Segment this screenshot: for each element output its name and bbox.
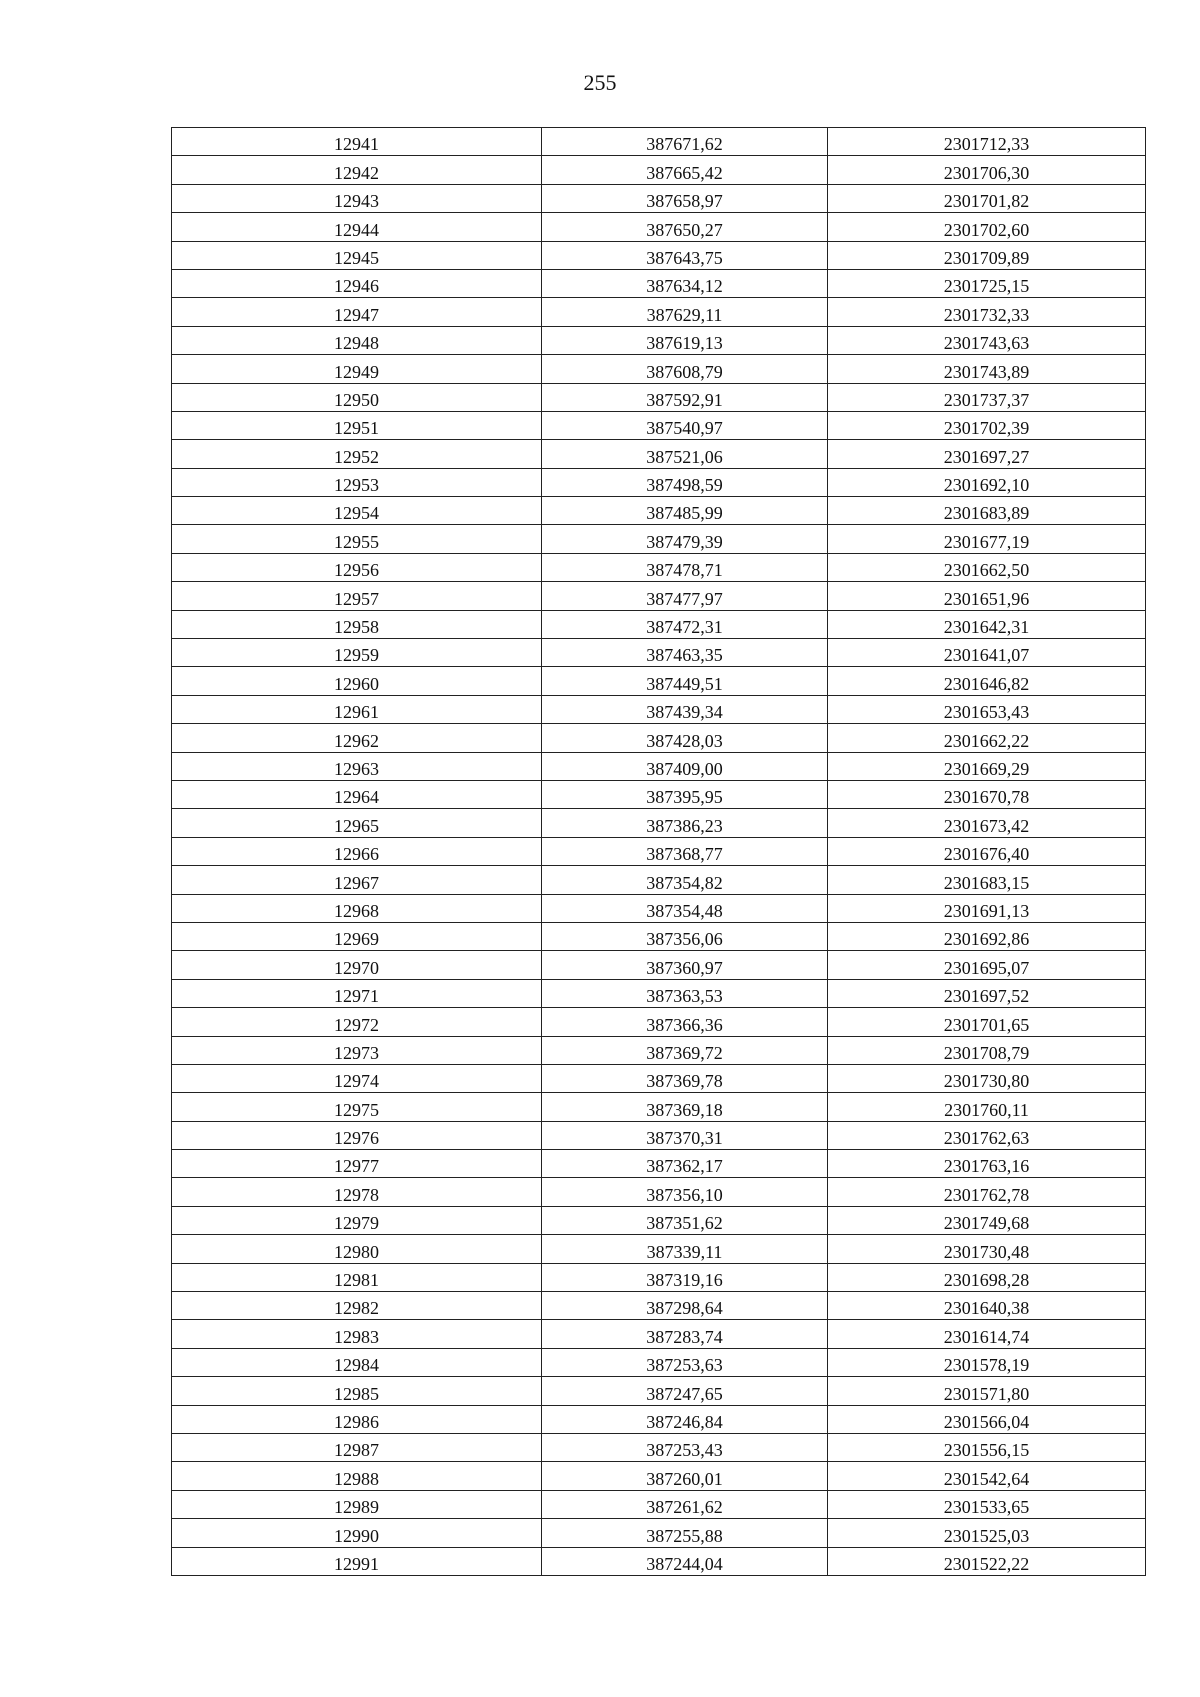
- x-coordinate-cell: 387356,10: [542, 1178, 828, 1206]
- page-number: 255: [583, 70, 617, 95]
- x-coordinate-cell: 387472,31: [542, 610, 828, 638]
- table-row: [172, 724, 1146, 752]
- y-coordinate-cell: 2301743,63: [828, 326, 1146, 354]
- y-coordinate-cell: 2301641,07: [828, 639, 1146, 667]
- table-row: [172, 383, 1146, 411]
- y-coordinate-cell: 2301763,16: [828, 1150, 1146, 1178]
- x-coordinate-cell: 387477,97: [542, 582, 828, 610]
- x-coordinate-cell: 387298,64: [542, 1292, 828, 1320]
- point-number-cell: 12972: [172, 1008, 542, 1036]
- x-coordinate-cell: 387356,06: [542, 922, 828, 950]
- y-coordinate-cell: 2301640,38: [828, 1292, 1146, 1320]
- point-number-cell: 12985: [172, 1377, 542, 1405]
- point-number-cell: 12977: [172, 1150, 542, 1178]
- table-row: [172, 440, 1146, 468]
- point-number-cell: 12951: [172, 411, 542, 439]
- table-row: [172, 695, 1146, 723]
- y-coordinate-cell: 2301578,19: [828, 1348, 1146, 1376]
- point-number-cell: 12961: [172, 695, 542, 723]
- x-coordinate-cell: 387449,51: [542, 667, 828, 695]
- point-number-cell: 12967: [172, 866, 542, 894]
- y-coordinate-cell: 2301701,65: [828, 1008, 1146, 1036]
- y-coordinate-cell: 2301662,22: [828, 724, 1146, 752]
- x-coordinate-cell: 387354,48: [542, 894, 828, 922]
- point-number-cell: 12953: [172, 468, 542, 496]
- point-number-cell: 12958: [172, 610, 542, 638]
- x-coordinate-cell: 387395,95: [542, 780, 828, 808]
- table-row: [172, 184, 1146, 212]
- x-coordinate-cell: 387283,74: [542, 1320, 828, 1348]
- table-row: [172, 1036, 1146, 1064]
- point-number-cell: 12948: [172, 326, 542, 354]
- x-coordinate-cell: 387498,59: [542, 468, 828, 496]
- point-number-cell: 12986: [172, 1405, 542, 1433]
- x-coordinate-cell: 387485,99: [542, 497, 828, 525]
- x-coordinate-cell: 387260,01: [542, 1462, 828, 1490]
- table-row: [172, 128, 1146, 156]
- y-coordinate-cell: 2301677,19: [828, 525, 1146, 553]
- y-coordinate-cell: 2301692,86: [828, 922, 1146, 950]
- point-number-cell: 12952: [172, 440, 542, 468]
- y-coordinate-cell: 2301760,11: [828, 1093, 1146, 1121]
- table-row: [172, 667, 1146, 695]
- x-coordinate-cell: 387439,34: [542, 695, 828, 723]
- y-coordinate-cell: 2301522,22: [828, 1547, 1146, 1575]
- y-coordinate-cell: 2301701,82: [828, 184, 1146, 212]
- point-number-cell: 12959: [172, 639, 542, 667]
- point-number-cell: 12974: [172, 1064, 542, 1092]
- x-coordinate-cell: 387369,78: [542, 1064, 828, 1092]
- y-coordinate-cell: 2301571,80: [828, 1377, 1146, 1405]
- point-number-cell: 12947: [172, 298, 542, 326]
- point-number-cell: 12956: [172, 553, 542, 581]
- x-coordinate-cell: 387658,97: [542, 184, 828, 212]
- point-number-cell: 12970: [172, 951, 542, 979]
- x-coordinate-cell: 387354,82: [542, 866, 828, 894]
- table-row: [172, 1377, 1146, 1405]
- point-number-cell: 12989: [172, 1490, 542, 1518]
- table-row: [172, 752, 1146, 780]
- point-number-cell: 12946: [172, 269, 542, 297]
- x-coordinate-cell: 387247,65: [542, 1377, 828, 1405]
- y-coordinate-cell: 2301669,29: [828, 752, 1146, 780]
- y-coordinate-cell: 2301762,63: [828, 1121, 1146, 1149]
- y-coordinate-cell: 2301683,89: [828, 497, 1146, 525]
- y-coordinate-cell: 2301691,13: [828, 894, 1146, 922]
- y-coordinate-cell: 2301702,39: [828, 411, 1146, 439]
- table-row: [172, 1150, 1146, 1178]
- x-coordinate-cell: 387665,42: [542, 156, 828, 184]
- point-number-cell: 12969: [172, 922, 542, 950]
- table-row: [172, 1462, 1146, 1490]
- y-coordinate-cell: 2301697,52: [828, 979, 1146, 1007]
- y-coordinate-cell: 2301670,78: [828, 780, 1146, 808]
- table-row: [172, 837, 1146, 865]
- coordinates-table: [171, 127, 1146, 1576]
- table-row: [172, 1121, 1146, 1149]
- table-row: [172, 1547, 1146, 1575]
- y-coordinate-cell: 2301730,80: [828, 1064, 1146, 1092]
- y-coordinate-cell: 2301676,40: [828, 837, 1146, 865]
- table-row: [172, 1405, 1146, 1433]
- point-number-cell: 12987: [172, 1433, 542, 1461]
- x-coordinate-cell: 387362,17: [542, 1150, 828, 1178]
- y-coordinate-cell: 2301698,28: [828, 1263, 1146, 1291]
- point-number-cell: 12941: [172, 128, 542, 156]
- table-row: [172, 241, 1146, 269]
- point-number-cell: 12949: [172, 355, 542, 383]
- x-coordinate-cell: 387339,11: [542, 1235, 828, 1263]
- point-number-cell: 12981: [172, 1263, 542, 1291]
- x-coordinate-cell: 387368,77: [542, 837, 828, 865]
- x-coordinate-cell: 387409,00: [542, 752, 828, 780]
- x-coordinate-cell: 387244,04: [542, 1547, 828, 1575]
- x-coordinate-cell: 387463,35: [542, 639, 828, 667]
- table-row: [172, 1008, 1146, 1036]
- table-row: [172, 780, 1146, 808]
- table-row: [172, 298, 1146, 326]
- point-number-cell: 12957: [172, 582, 542, 610]
- y-coordinate-cell: 2301737,37: [828, 383, 1146, 411]
- x-coordinate-cell: 387369,18: [542, 1093, 828, 1121]
- table-row: [172, 1433, 1146, 1461]
- coordinates-table-body: [172, 128, 1146, 1576]
- table-row: [172, 1292, 1146, 1320]
- point-number-cell: 12982: [172, 1292, 542, 1320]
- table-row: [172, 213, 1146, 241]
- x-coordinate-cell: 387608,79: [542, 355, 828, 383]
- y-coordinate-cell: 2301653,43: [828, 695, 1146, 723]
- x-coordinate-cell: 387650,27: [542, 213, 828, 241]
- table-row: [172, 1206, 1146, 1234]
- table-row: [172, 1519, 1146, 1547]
- point-number-cell: 12988: [172, 1462, 542, 1490]
- table-row: [172, 326, 1146, 354]
- table-row: [172, 639, 1146, 667]
- point-number-cell: 12968: [172, 894, 542, 922]
- point-number-cell: 12973: [172, 1036, 542, 1064]
- x-coordinate-cell: 387386,23: [542, 809, 828, 837]
- table-row: [172, 951, 1146, 979]
- point-number-cell: 12975: [172, 1093, 542, 1121]
- y-coordinate-cell: 2301646,82: [828, 667, 1146, 695]
- y-coordinate-cell: 2301566,04: [828, 1405, 1146, 1433]
- x-coordinate-cell: 387592,91: [542, 383, 828, 411]
- y-coordinate-cell: 2301556,15: [828, 1433, 1146, 1461]
- point-number-cell: 12991: [172, 1547, 542, 1575]
- point-number-cell: 12965: [172, 809, 542, 837]
- x-coordinate-cell: 387643,75: [542, 241, 828, 269]
- x-coordinate-cell: 387261,62: [542, 1490, 828, 1518]
- x-coordinate-cell: 387253,43: [542, 1433, 828, 1461]
- y-coordinate-cell: 2301692,10: [828, 468, 1146, 496]
- x-coordinate-cell: 387629,11: [542, 298, 828, 326]
- table-row: [172, 1320, 1146, 1348]
- point-number-cell: 12964: [172, 780, 542, 808]
- y-coordinate-cell: 2301533,65: [828, 1490, 1146, 1518]
- x-coordinate-cell: 387478,71: [542, 553, 828, 581]
- y-coordinate-cell: 2301673,42: [828, 809, 1146, 837]
- table-row: [172, 553, 1146, 581]
- table-row: [172, 809, 1146, 837]
- table-row: [172, 355, 1146, 383]
- table-row: [172, 1178, 1146, 1206]
- x-coordinate-cell: 387363,53: [542, 979, 828, 1007]
- x-coordinate-cell: 387370,31: [542, 1121, 828, 1149]
- table-row: [172, 1490, 1146, 1518]
- table-row: [172, 156, 1146, 184]
- table-row: [172, 866, 1146, 894]
- x-coordinate-cell: 387360,97: [542, 951, 828, 979]
- x-coordinate-cell: 387253,63: [542, 1348, 828, 1376]
- x-coordinate-cell: 387479,39: [542, 525, 828, 553]
- table-row: [172, 411, 1146, 439]
- table-row: [172, 922, 1146, 950]
- point-number-cell: 12984: [172, 1348, 542, 1376]
- table-row: [172, 1235, 1146, 1263]
- y-coordinate-cell: 2301525,03: [828, 1519, 1146, 1547]
- point-number-cell: 12971: [172, 979, 542, 1007]
- point-number-cell: 12954: [172, 497, 542, 525]
- point-number-cell: 12978: [172, 1178, 542, 1206]
- x-coordinate-cell: 387255,88: [542, 1519, 828, 1547]
- point-number-cell: 12945: [172, 241, 542, 269]
- table-row: [172, 497, 1146, 525]
- point-number-cell: 12980: [172, 1235, 542, 1263]
- point-number-cell: 12950: [172, 383, 542, 411]
- table-row: [172, 979, 1146, 1007]
- y-coordinate-cell: 2301642,31: [828, 610, 1146, 638]
- point-number-cell: 12990: [172, 1519, 542, 1547]
- point-number-cell: 12955: [172, 525, 542, 553]
- point-number-cell: 12979: [172, 1206, 542, 1234]
- x-coordinate-cell: 387369,72: [542, 1036, 828, 1064]
- x-coordinate-cell: 387351,62: [542, 1206, 828, 1234]
- y-coordinate-cell: 2301749,68: [828, 1206, 1146, 1234]
- table-row: [172, 582, 1146, 610]
- y-coordinate-cell: 2301732,33: [828, 298, 1146, 326]
- table-row: [172, 525, 1146, 553]
- x-coordinate-cell: 387366,36: [542, 1008, 828, 1036]
- x-coordinate-cell: 387619,13: [542, 326, 828, 354]
- x-coordinate-cell: 387319,16: [542, 1263, 828, 1291]
- table-row: [172, 1263, 1146, 1291]
- table-row: [172, 468, 1146, 496]
- y-coordinate-cell: 2301743,89: [828, 355, 1146, 383]
- point-number-cell: 12976: [172, 1121, 542, 1149]
- y-coordinate-cell: 2301762,78: [828, 1178, 1146, 1206]
- x-coordinate-cell: 387671,62: [542, 128, 828, 156]
- x-coordinate-cell: 387428,03: [542, 724, 828, 752]
- y-coordinate-cell: 2301542,64: [828, 1462, 1146, 1490]
- point-number-cell: 12966: [172, 837, 542, 865]
- x-coordinate-cell: 387540,97: [542, 411, 828, 439]
- y-coordinate-cell: 2301712,33: [828, 128, 1146, 156]
- y-coordinate-cell: 2301662,50: [828, 553, 1146, 581]
- point-number-cell: 12983: [172, 1320, 542, 1348]
- table-row: [172, 894, 1146, 922]
- table-row: [172, 610, 1146, 638]
- table-row: [172, 1093, 1146, 1121]
- y-coordinate-cell: 2301697,27: [828, 440, 1146, 468]
- point-number-cell: 12942: [172, 156, 542, 184]
- table-row: [172, 1348, 1146, 1376]
- point-number-cell: 12943: [172, 184, 542, 212]
- table-row: [172, 1064, 1146, 1092]
- y-coordinate-cell: 2301695,07: [828, 951, 1146, 979]
- y-coordinate-cell: 2301706,30: [828, 156, 1146, 184]
- x-coordinate-cell: 387521,06: [542, 440, 828, 468]
- point-number-cell: 12962: [172, 724, 542, 752]
- y-coordinate-cell: 2301709,89: [828, 241, 1146, 269]
- y-coordinate-cell: 2301708,79: [828, 1036, 1146, 1064]
- point-number-cell: 12960: [172, 667, 542, 695]
- y-coordinate-cell: 2301725,15: [828, 269, 1146, 297]
- y-coordinate-cell: 2301702,60: [828, 213, 1146, 241]
- x-coordinate-cell: 387634,12: [542, 269, 828, 297]
- y-coordinate-cell: 2301730,48: [828, 1235, 1146, 1263]
- x-coordinate-cell: 387246,84: [542, 1405, 828, 1433]
- y-coordinate-cell: 2301683,15: [828, 866, 1146, 894]
- table-row: [172, 269, 1146, 297]
- point-number-cell: 12963: [172, 752, 542, 780]
- point-number-cell: 12944: [172, 213, 542, 241]
- y-coordinate-cell: 2301614,74: [828, 1320, 1146, 1348]
- y-coordinate-cell: 2301651,96: [828, 582, 1146, 610]
